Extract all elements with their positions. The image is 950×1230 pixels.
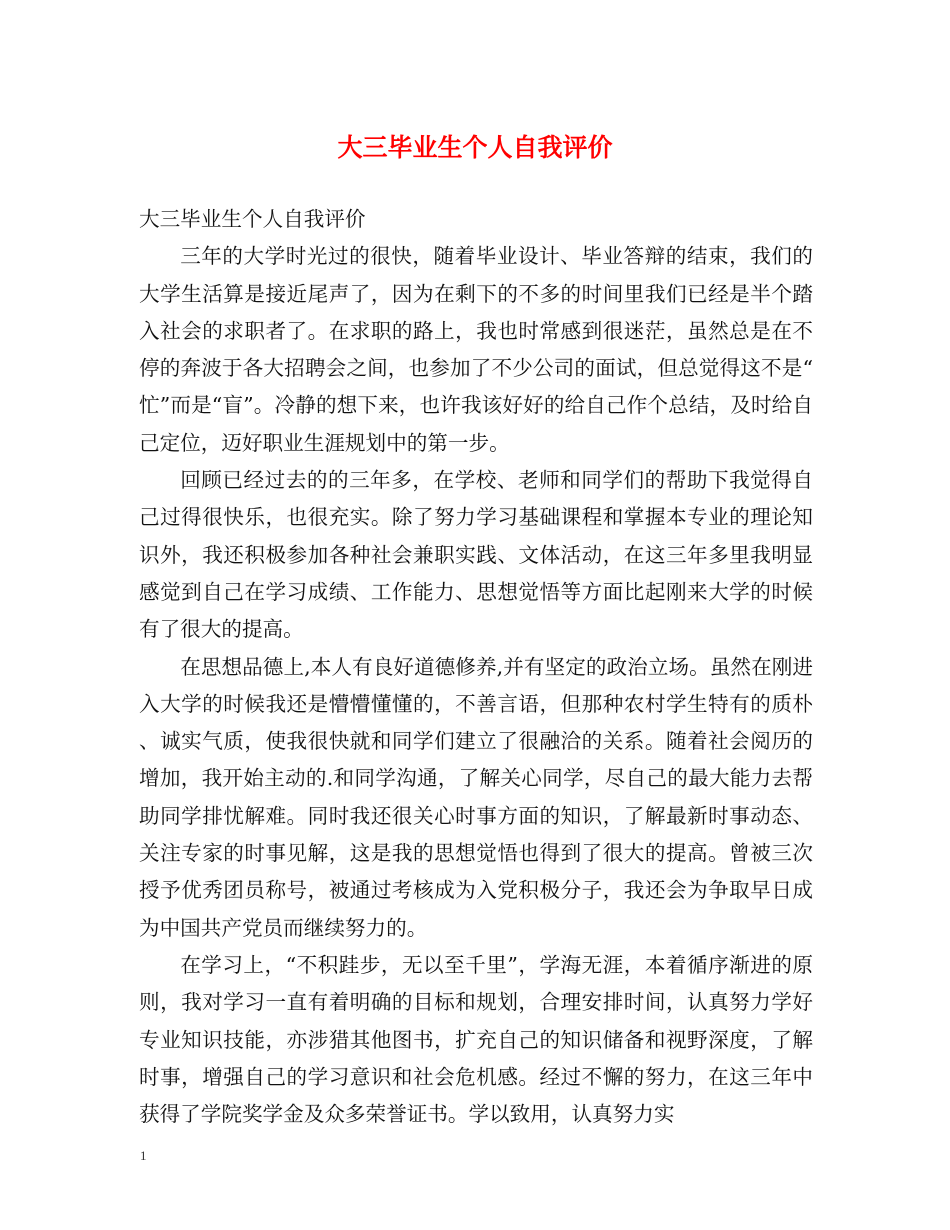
paragraph-4: 在学习上，“不积跬步，无以至千里”，学海无涯，本着循序渐进的原则，我对学习一直有着明确的目标和规划，合理安排时间，认真努力学好专业知识技能，亦涉猎其他图书，扩充自己的知识储备和视野深度，了解时事，增强自己的学习意识和社会危机感。经过不懈的努力，在这三年中获得了学院奖学金及众多荣誉证书。学以致用，认真努力实 xyxy=(139,952,813,1127)
document-body xyxy=(139,201,813,1133)
page-number: 1 xyxy=(140,1148,147,1163)
body-heading: 大三毕业生个人自我评价 xyxy=(139,207,366,231)
paragraph-3: 在思想品德上,本人有良好道德修养,并有坚定的政治立场。虽然在刚进入大学的时候我还是懵懵懂懂的，不善言语，但那种农村学生特有的质朴、诚实气质，使我很快就和同学们建立了很融洽的关系。随着社会阅历的增加，我开始主动的.和同学沟通，了解关心同学，尽自己的最大能力去帮助同学排忧解难。同时我还很关心时事方面的知识，了解最新时事动态、关注专家的时事见解，这是我的思想觉悟也得到了很大的提高。曾被三次授予优秀团员称号，被通过考核成为入党积极分子，我还会为争取早日成为中国共产党员而继续努力的。 xyxy=(139,654,813,940)
document-title: 大三毕业生个人自我评价 xyxy=(337,133,613,162)
paragraph-2: 回顾已经过去的的三年多，在学校、老师和同学们的帮助下我觉得自己过得很快乐，也很充实。除了努力学习基础课程和掌握本专业的理论知识外，我还积极参加各种社会兼职实践、文体活动，在这三年多里我明显感觉到自己在学习成绩、工作能力、思想觉悟等方面比起刚来大学的时候有了很大的提高。 xyxy=(139,468,813,642)
paragraph-1: 三年的大学时光过的很快，随着毕业设计、毕业答辩的结束，我们的大学生活算是接近尾声了，因为在剩下的不多的时间里我们已经是半个踏入社会的求职者了。在求职的路上，我也时常感到很迷茫，虽然总是在不停的奔波于各大招聘会之间，也参加了不少公司的面试，但总觉得这不是“忙”而是“盲”。冷静的想下来，也许我该好好的给自己作个总结，及时给自己定位，迈好职业生涯规划中的第一步。 xyxy=(139,244,813,455)
